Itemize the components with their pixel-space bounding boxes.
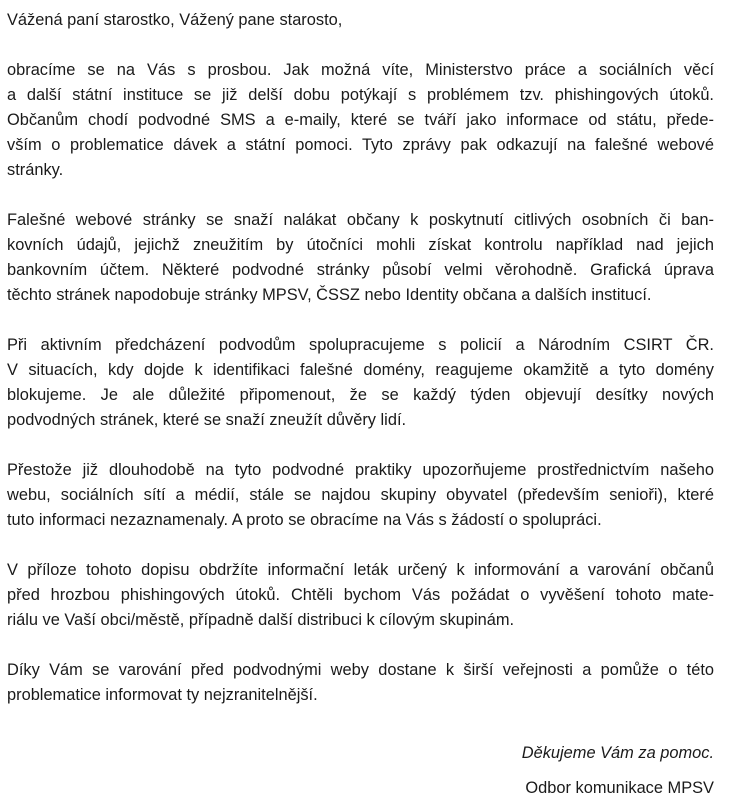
paragraph-line: a další státní instituce se již delší dobu potýkají s problémem tzv. phishingových útoků. [7, 86, 714, 104]
paragraph-line: problematice informovat ty nejzranitelnější. [7, 686, 318, 704]
closing-thanks: Děkujeme Vám za pomoc. [521, 744, 714, 762]
paragraph-4 [7, 458, 714, 533]
paragraph-line: obracíme se na Vás s prosbou. Jak možná víte, Ministerstvo práce a sociálních věcí [7, 61, 714, 79]
paragraph-1 [7, 58, 714, 183]
paragraph-line: stránky. [7, 161, 64, 179]
paragraph-5 [7, 558, 714, 633]
paragraph-line: tuto informaci nezaznamenaly. A proto se obracíme na Vás s žádostí o spolupráci. [7, 511, 602, 529]
paragraph-2 [7, 208, 714, 308]
signature-department: Odbor komunikace MPSV [525, 779, 714, 797]
paragraph-6 [7, 658, 714, 708]
paragraph-line: webu, sociálních sítí a médií, stále se najdou skupiny obyvatel (především senioři), které [7, 486, 714, 504]
paragraph-line: V příloze tohoto dopisu obdržíte informační leták určený k informování a varování občanů [7, 561, 714, 579]
paragraph-line: vším o problematice dávek a státní pomoci. Tyto zprávy pak odkazují na falešné webové [7, 136, 714, 154]
paragraph-line: Občanům chodí podvodné SMS a e-maily, které se tváří jako informace od státu, přede- [7, 111, 714, 129]
paragraph-line: kovních údajů, jejichž zneužitím by útočníci mohli získat kontrolu například nad jejich [7, 236, 714, 254]
paragraph-line: V situacích, kdy dojde k identifikaci falešné domény, reagujeme okamžitě a tyto domény [7, 361, 714, 379]
closing-block [7, 741, 714, 801]
paragraph-line: Při aktivním předcházení podvodům spolupracujeme s policií a Národním CSIRT ČR. [7, 336, 714, 354]
paragraph-3 [7, 333, 714, 433]
salutation: Vážená paní starostko, Vážený pane starosto, [7, 11, 343, 29]
paragraph-line: riálu ve Vaší obci/městě, případně další distribuci k cílovým skupinám. [7, 611, 515, 629]
paragraph-line: Díky Vám se varování před podvodnými weby dostane k širší veřejnosti a pomůže o této [7, 661, 714, 679]
paragraph-line: blokujeme. Je ale důležité připomenout, že se každý týden objevují desítky nových [7, 386, 714, 404]
paragraph-line: Přestože již dlouhodobě na tyto podvodné praktiky upozorňujeme prostřednictvím našeho [7, 461, 714, 479]
paragraph-line: Falešné webové stránky se snaží nalákat občany k poskytnutí citlivých osobních či ban- [7, 211, 714, 229]
paragraph-line: těchto stránek napodobuje stránky MPSV, ČSSZ nebo Identity občana a dalších institucí. [7, 286, 652, 304]
paragraph-line: bankovním účtem. Některé podvodné stránky působí velmi věrohodně. Grafická úprava [7, 261, 714, 279]
paragraph-line: podvodných stránek, které se snaží zneužít důvěry lidí. [7, 411, 407, 429]
paragraph-line: před hrozbou phishingových útoků. Chtěli bychom Vás požádat o vyvěšení tohoto mate- [7, 586, 714, 604]
